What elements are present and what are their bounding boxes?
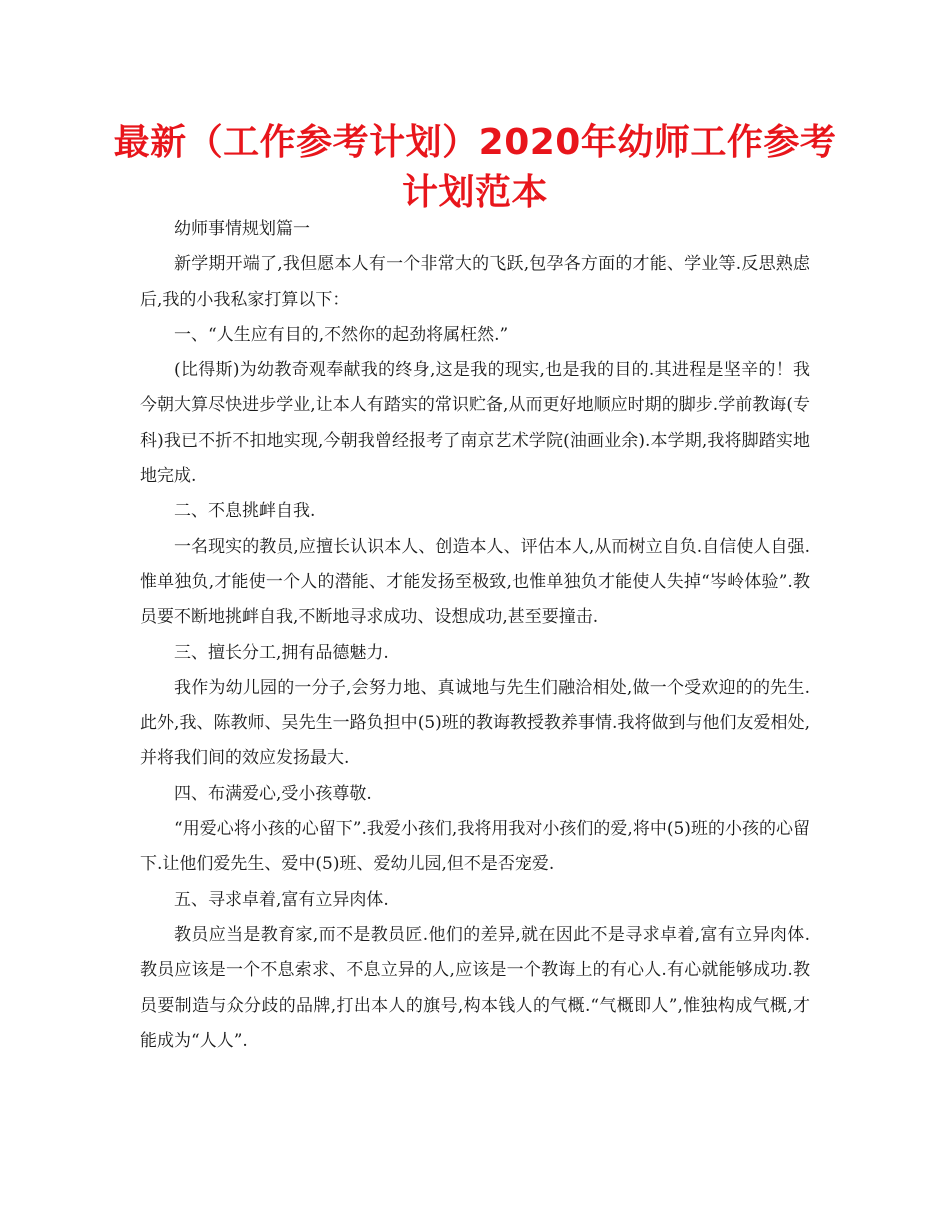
paragraph: (比得斯)为幼教奇观奉献我的终身,这是我的现实,也是我的目的.其进程是坚辛的！我今朝大算尽快进步学业,让本人有踏实的常识贮备,从而更好地顺应时期的脚步.学前教诲(专科)我已不折不扣地实现,今朝我曾经报考了南京艺术学院(油画业余).本学期,我将脚踏实地地完成. bbox=[140, 360, 810, 487]
item-heading: 四、布满爱心,受小孩尊敬. bbox=[174, 783, 372, 804]
paragraph: 教员应当是教育家,而不是教员匠.他们的差异,就在因此不是寻求卓着,富有立异肉体.教员应该是一个不息索求、不息立异的人,应该是一个教诲上的有心人.有心就能够成功.教员要制造与众分歧的品牌,打出本人的旗号,构本钱人的气概.“气概即人”,惟独构成气概,才能成为“人人”. bbox=[140, 924, 810, 1051]
document-title: 最新（工作参考计划）2020年幼师工作参考计划范本 bbox=[113, 122, 837, 213]
item-heading: 三、擅长分工,拥有品德魅力. bbox=[174, 642, 389, 663]
paragraph: 我作为幼儿园的一分子,会努力地、真诚地与先生们融洽相处,做一个受欢迎的的先生.此外,我、陈教师、吴先生一路负担中(5)班的教诲教授教养事情.我将做到与他们友爱相处,并将我们间的效应发扬最大. bbox=[140, 677, 810, 769]
section-heading: 幼师事情规划篇一 bbox=[174, 219, 310, 239]
item-heading: 二、不息挑衅自我. bbox=[174, 501, 316, 522]
document-body bbox=[140, 212, 810, 1059]
paragraph: “用爱心将小孩的心留下”.我爱小孩们,我将用我对小孩们的爱,将中(5)班的小孩的心留下.让他们爱先生、爱中(5)班、爱幼儿园,但不是否宠爱. bbox=[140, 819, 810, 875]
paragraph: 一名现实的教员,应擅长认识本人、创造本人、评估本人,从而树立自负.自信使人自强.惟单独负,才能使一个人的潜能、才能发扬至极致,也惟单独负才能使人失掉“岑岭体验”.教员要不断地挑衅自我,不断地寻求成功、设想成功,甚至要撞击. bbox=[140, 536, 810, 628]
paragraph: 新学期开端了,我但愿本人有一个非常大的飞跃,包孕各方面的才能、学业等.反思熟虑后,我的小我私家打算以下： bbox=[140, 254, 810, 310]
item-heading: 一、“人生应有目的,不然你的起劲将属枉然.” bbox=[174, 324, 509, 345]
item-heading: 五、寻求卓着,富有立异肉体. bbox=[174, 889, 389, 910]
